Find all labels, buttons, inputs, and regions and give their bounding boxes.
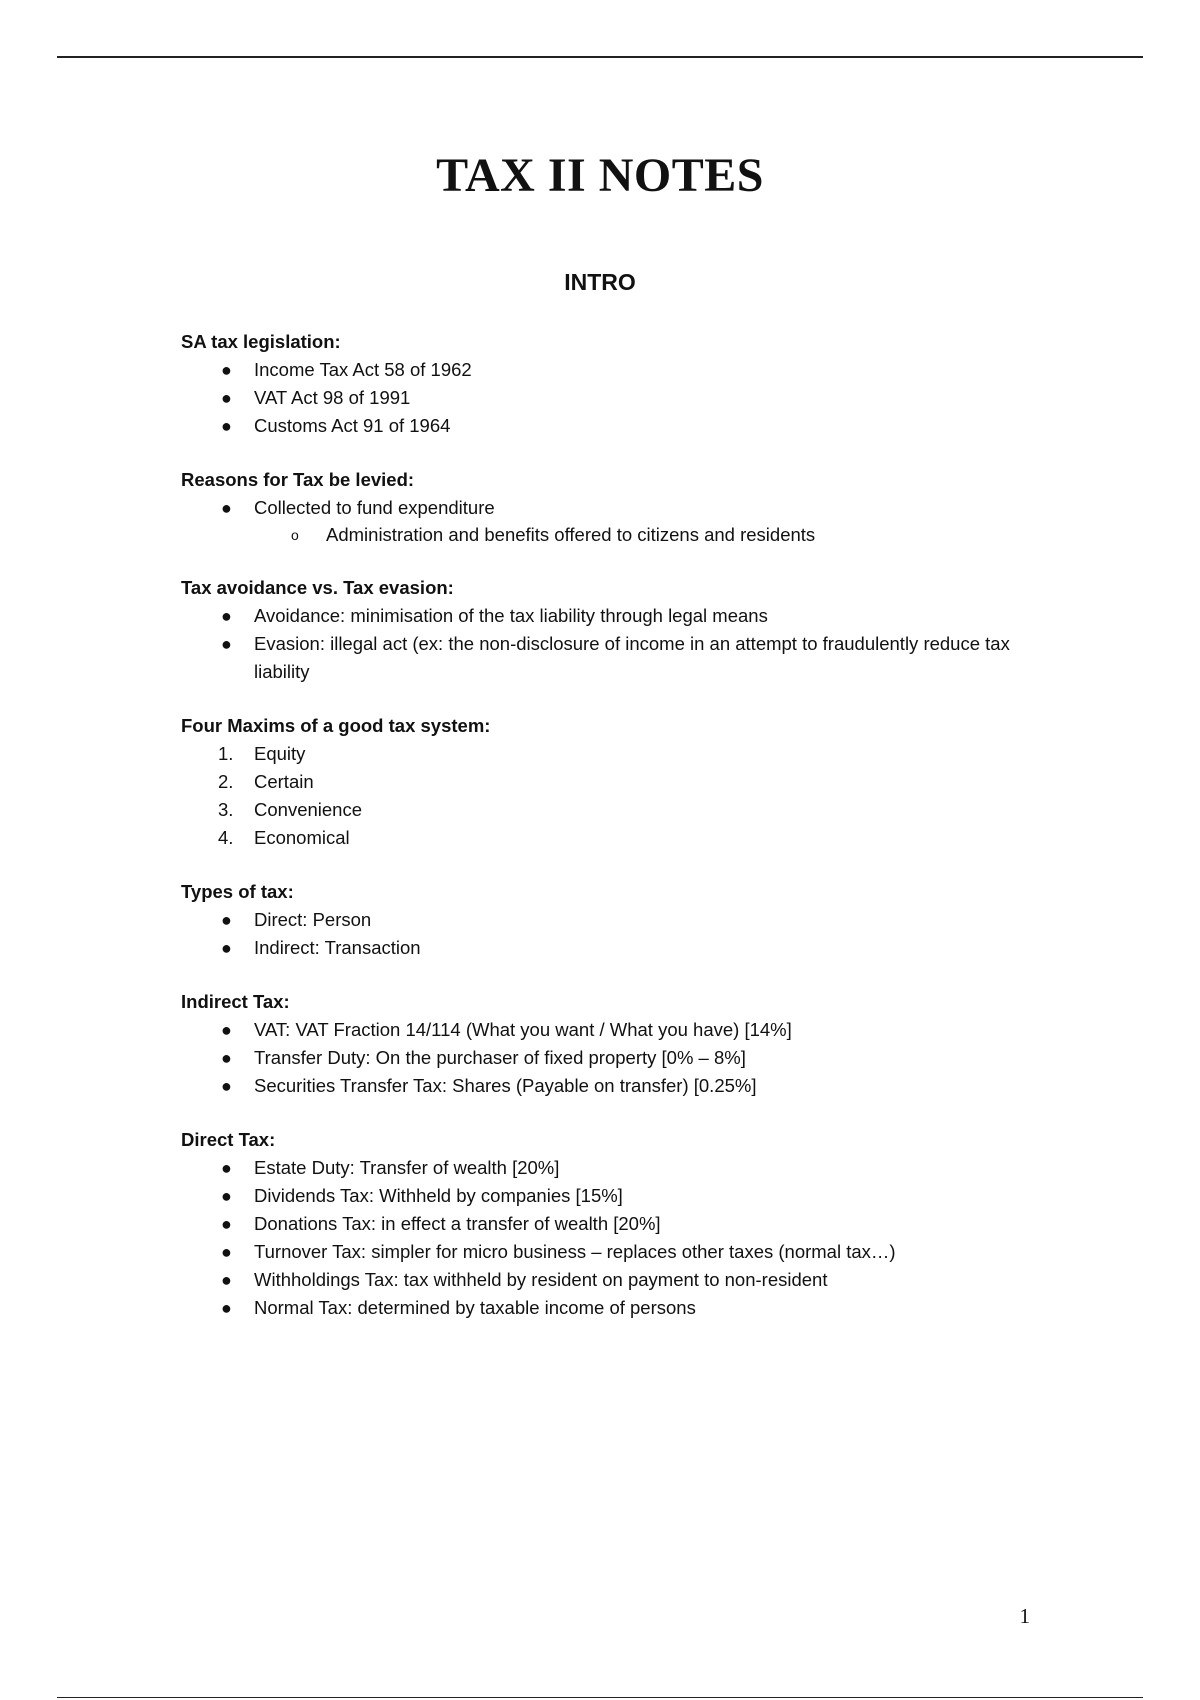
page-number: 1 xyxy=(1019,1604,1030,1628)
bullet-list xyxy=(181,1016,1031,1100)
bullet-icon: ● xyxy=(221,1270,232,1290)
sa-legislation-section xyxy=(181,328,1031,440)
top-rule xyxy=(57,56,1143,58)
list-item: 2. Certain xyxy=(218,771,314,792)
list-item: ● Evasion: illegal act (ex: the non-disclosure of income in an attempt to fraudulently reduce tax liability xyxy=(181,630,1034,686)
section-heading: Reasons for Tax be levied: xyxy=(181,469,415,490)
list-item: ● VAT Act 98 of 1991 xyxy=(181,384,1031,412)
list-item: ● Customs Act 91 of 1964 xyxy=(181,412,1031,440)
list-item: 1. Equity xyxy=(218,743,306,764)
hollow-bullet-icon: o xyxy=(291,527,299,543)
section-title: INTRO xyxy=(564,269,636,295)
avoidance-section xyxy=(181,574,1031,686)
section-heading: Four Maxims of a good tax system: xyxy=(181,715,491,736)
sub-list-item: o Administration and benefits offered to citizens and residents xyxy=(181,522,1031,548)
bullet-icon: ● xyxy=(221,1186,232,1206)
bullet-list xyxy=(181,1154,1031,1322)
section-heading: Tax avoidance vs. Tax evasion: xyxy=(181,577,454,598)
section-heading: Direct Tax: xyxy=(181,1129,276,1150)
document-title: TAX II NOTES xyxy=(436,149,764,202)
maxims-section xyxy=(181,712,1031,852)
list-item: ● Turnover Tax: simpler for micro business – replaces other taxes (normal tax…) xyxy=(181,1238,1031,1266)
bullet-icon: ● xyxy=(221,1048,232,1068)
bullet-icon: ● xyxy=(221,1158,232,1178)
bullet-icon: ● xyxy=(221,910,232,930)
section-heading: Types of tax: xyxy=(181,881,294,902)
bullet-list xyxy=(181,602,1031,686)
list-item: 4. Economical xyxy=(218,827,350,848)
list-item: ● Indirect: Transaction xyxy=(181,934,1031,962)
bullet-icon: ● xyxy=(221,360,232,380)
list-item: ● Income Tax Act 58 of 1962 xyxy=(181,356,1031,384)
bullet-icon: ● xyxy=(221,938,232,958)
bullet-icon: ● xyxy=(221,634,232,654)
section-heading: Indirect Tax: xyxy=(181,991,290,1012)
bullet-list xyxy=(181,494,1031,548)
list-item: ● Securities Transfer Tax: Shares (Payable on transfer) [0.25%] xyxy=(181,1072,1031,1100)
list-item: ● Dividends Tax: Withheld by companies [15%] xyxy=(181,1182,1031,1210)
list-item: ● Donations Tax: in effect a transfer of wealth [20%] xyxy=(181,1210,1031,1238)
bullet-icon: ● xyxy=(221,1020,232,1040)
list-item: ● Withholdings Tax: tax withheld by resident on payment to non-resident xyxy=(181,1266,1031,1294)
types-section xyxy=(181,878,1031,962)
bullet-icon: ● xyxy=(221,498,232,518)
list-item: ● VAT: VAT Fraction 14/114 (What you want / What you have) [14%] xyxy=(181,1016,1031,1044)
bullet-list xyxy=(181,356,1031,440)
list-item: ● Collected to fund expenditure o Administration and benefits offered to citizens and residents xyxy=(181,494,1031,548)
bullet-icon: ● xyxy=(221,1214,232,1234)
list-item: 3. Convenience xyxy=(218,799,362,820)
bullet-icon: ● xyxy=(221,606,232,626)
section-heading: SA tax legislation: xyxy=(181,331,341,352)
numbered-list xyxy=(181,740,1031,852)
bullet-icon: ● xyxy=(221,1076,232,1096)
list-item: ● Transfer Duty: On the purchaser of fixed property [0% – 8%] xyxy=(181,1044,1031,1072)
indirect-tax-section xyxy=(181,988,1031,1100)
list-item: ● Direct: Person xyxy=(181,906,1031,934)
bullet-list xyxy=(181,906,1031,962)
bullet-icon: ● xyxy=(221,416,232,436)
bullet-icon: ● xyxy=(221,388,232,408)
direct-tax-section xyxy=(181,1126,1031,1322)
list-item: ● Estate Duty: Transfer of wealth [20%] xyxy=(181,1154,1031,1182)
bullet-icon: ● xyxy=(221,1298,232,1318)
bottom-rule xyxy=(57,1697,1143,1698)
reasons-section xyxy=(181,466,1031,548)
list-item: ● Avoidance: minimisation of the tax liability through legal means xyxy=(181,602,1031,630)
notes-content xyxy=(181,328,1031,1348)
list-item: ● Normal Tax: determined by taxable income of persons xyxy=(181,1294,1031,1322)
bullet-icon: ● xyxy=(221,1242,232,1262)
